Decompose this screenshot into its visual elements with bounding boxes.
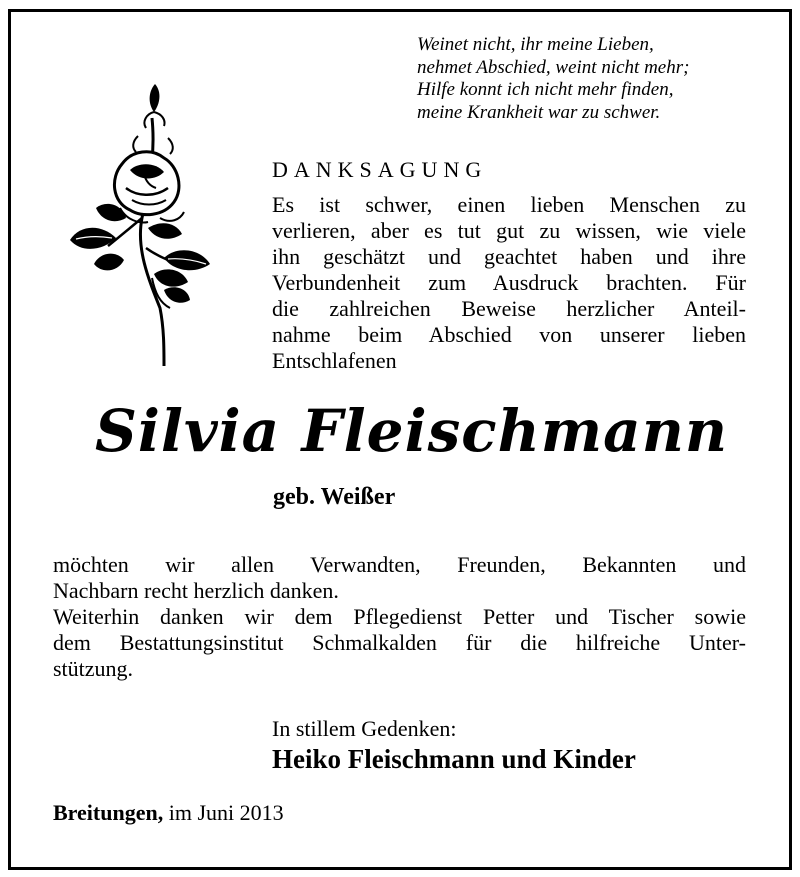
intro-line: Entschlafenen <box>272 348 397 373</box>
thanks-line: Nachbarn recht herzlich danken. <box>53 578 339 603</box>
memorial-line: In stillem Gedenken: <box>272 716 457 741</box>
thanks-line: dem Bestattungsinstitut Schmalkalden für die hilfreiche Unter- <box>53 630 746 655</box>
date: im Juni 2013 <box>168 800 284 825</box>
intro-line: ihn geschätzt und geachtet haben und ihre <box>272 244 746 269</box>
poem-line: Hilfe konnt ich nicht mehr finden, <box>417 79 674 100</box>
intro-line: verlieren, aber es tut gut zu wissen, wie viele <box>272 218 746 243</box>
intro-line: Es ist schwer, einen lieben Menschen zu <box>272 192 746 217</box>
place: Breitungen, <box>53 800 164 825</box>
intro-line: die zahlreichen Beweise herzlicher Anteil- <box>272 296 746 321</box>
signature: Heiko Fleischmann und Kinder <box>272 744 636 774</box>
heading: DANKSAGUNG <box>272 157 488 182</box>
poem-line: nehmet Abschied, weint nicht mehr; <box>417 56 690 78</box>
thanks-line: Weiterhin danken wir dem Pflegedienst Petter und Tischer sowie <box>53 604 746 629</box>
thanks-line: stützung. <box>53 656 134 681</box>
poem-line: meine Krankheit war zu schwer. <box>417 101 661 123</box>
poem <box>417 34 757 124</box>
thanks-line: möchten wir allen Verwandten, Freunden, Bekannten und <box>53 552 746 577</box>
deceased-name: Silvia Fleischmann <box>95 397 729 465</box>
rose-icon <box>60 78 220 370</box>
maiden-name: geb. Weißer <box>273 484 396 510</box>
intro-line: Verbundenheit zum Ausdruck brachten. Für <box>272 270 746 295</box>
poem-line: Weinet nicht, ihr meine Lieben, <box>417 34 654 55</box>
intro-line: nahme beim Abschied von unserer lieben <box>272 322 746 347</box>
place-date <box>53 800 284 826</box>
